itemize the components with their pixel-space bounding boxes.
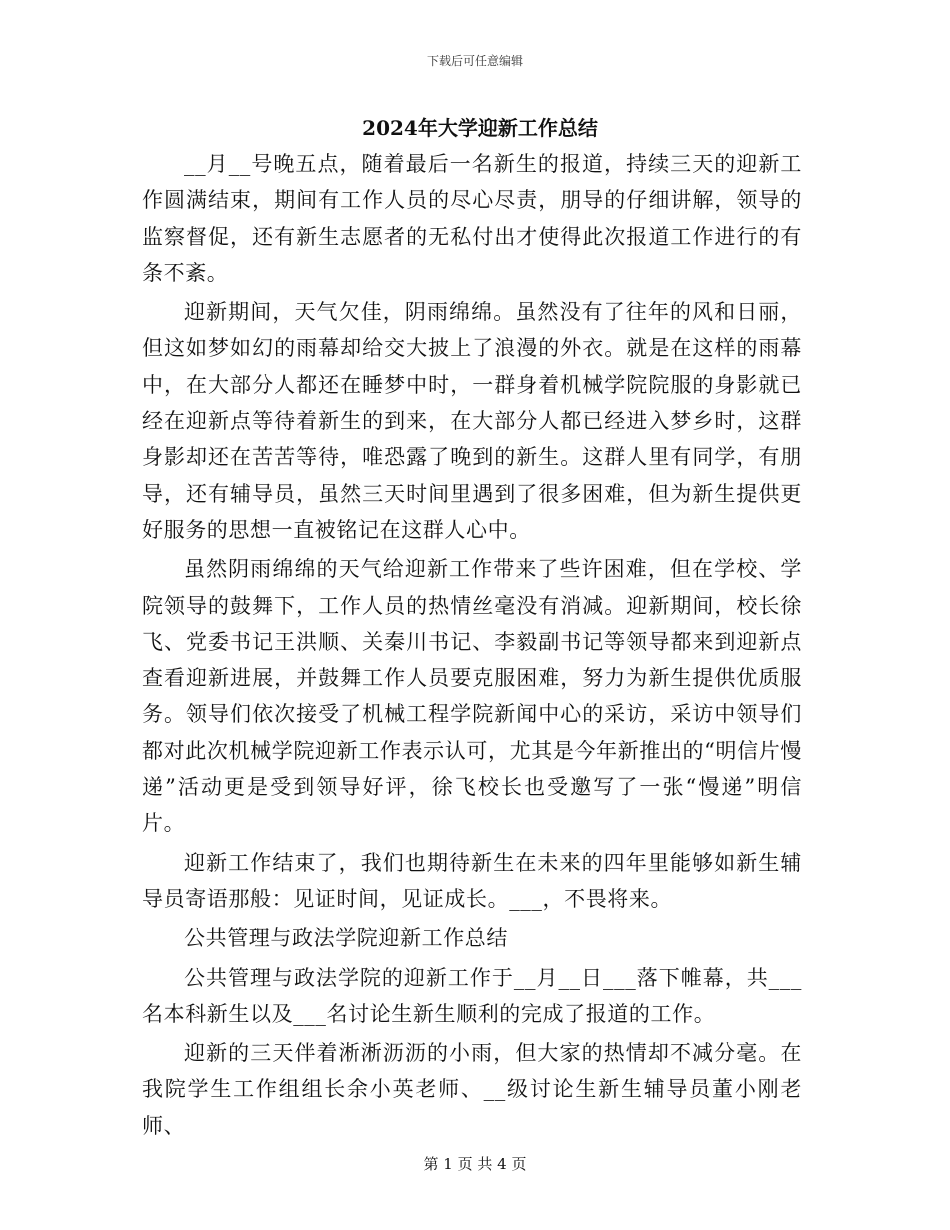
document-body: [142, 146, 802, 1144]
paragraph-6: 迎新的三天伴着淅淅沥沥的小雨，但大家的热情却不减分毫。在我院学生工作组组长余小英老师、__级讨论生新生辅导员董小刚老师、: [142, 1041, 802, 1138]
paragraph-3: 虽然阴雨绵绵的天气给迎新工作带来了些许困难，但在学校、学院领导的鼓舞下，工作人员的热情丝毫没有消减。迎新期间，校长徐飞、党委书记王洪顺、关秦川书记、李毅副书记等领导都来到迎新点查看迎新进展，并鼓舞工作人员要克服困难，努力为新生提供优质服务。领导们依次接受了机械工程学院新闻中心的采访，采访中领导们都对此次机械学院迎新工作表示认可，尤其是今年新推出的“明信片慢递”活动更是受到领导好评，徐飞校长也受邀写了一张“慢递”明信片。: [142, 557, 802, 836]
page-number-footer: 第 1 页 共 4 页: [423, 1155, 527, 1173]
document-title: 2024年大学迎新工作总结: [362, 116, 598, 140]
paragraph-4: 迎新工作结束了，我们也期待新生在未来的四年里能够如新生辅导员寄语那般：见证时间，见证成长。___，不畏将来。: [142, 850, 802, 911]
section-heading: 公共管理与政法学院迎新工作总结: [184, 926, 508, 951]
page-header-note: 下载后可任意编辑: [426, 54, 523, 68]
paragraph-2: 迎新期间，天气欠佳，阴雨绵绵。虽然没有了往年的风和日丽，但这如梦如幻的雨幕却给交大披上了浪漫的外衣。就是在这样的雨幕中，在大部分人都还在睡梦中时，一群身着机械学院院服的身影就已经在迎新点等待着新生的到来，在大部分人都已经进入梦乡时，这群身影却还在苦苦等待，唯恐露了晚到的新生。这群人里有同学，有朋导，还有辅导员，虽然三天时间里遇到了很多困难，但为新生提供更好服务的思想一直被铭记在这群人心中。: [142, 300, 802, 542]
paragraph-5: 公共管理与政法学院的迎新工作于__月__日___落下帷幕，共___名本科新生以及___名讨论生新生顺利的完成了报道的工作。: [142, 965, 802, 1026]
paragraph-1: __月__号晚五点，随着最后一名新生的报道，持续三天的迎新工作圆满结束，期间有工作人员的尽心尽责，朋导的仔细讲解，领导的监察督促，还有新生志愿者的无私付出才使得此次报道工作进行的有条不紊。: [142, 152, 802, 285]
